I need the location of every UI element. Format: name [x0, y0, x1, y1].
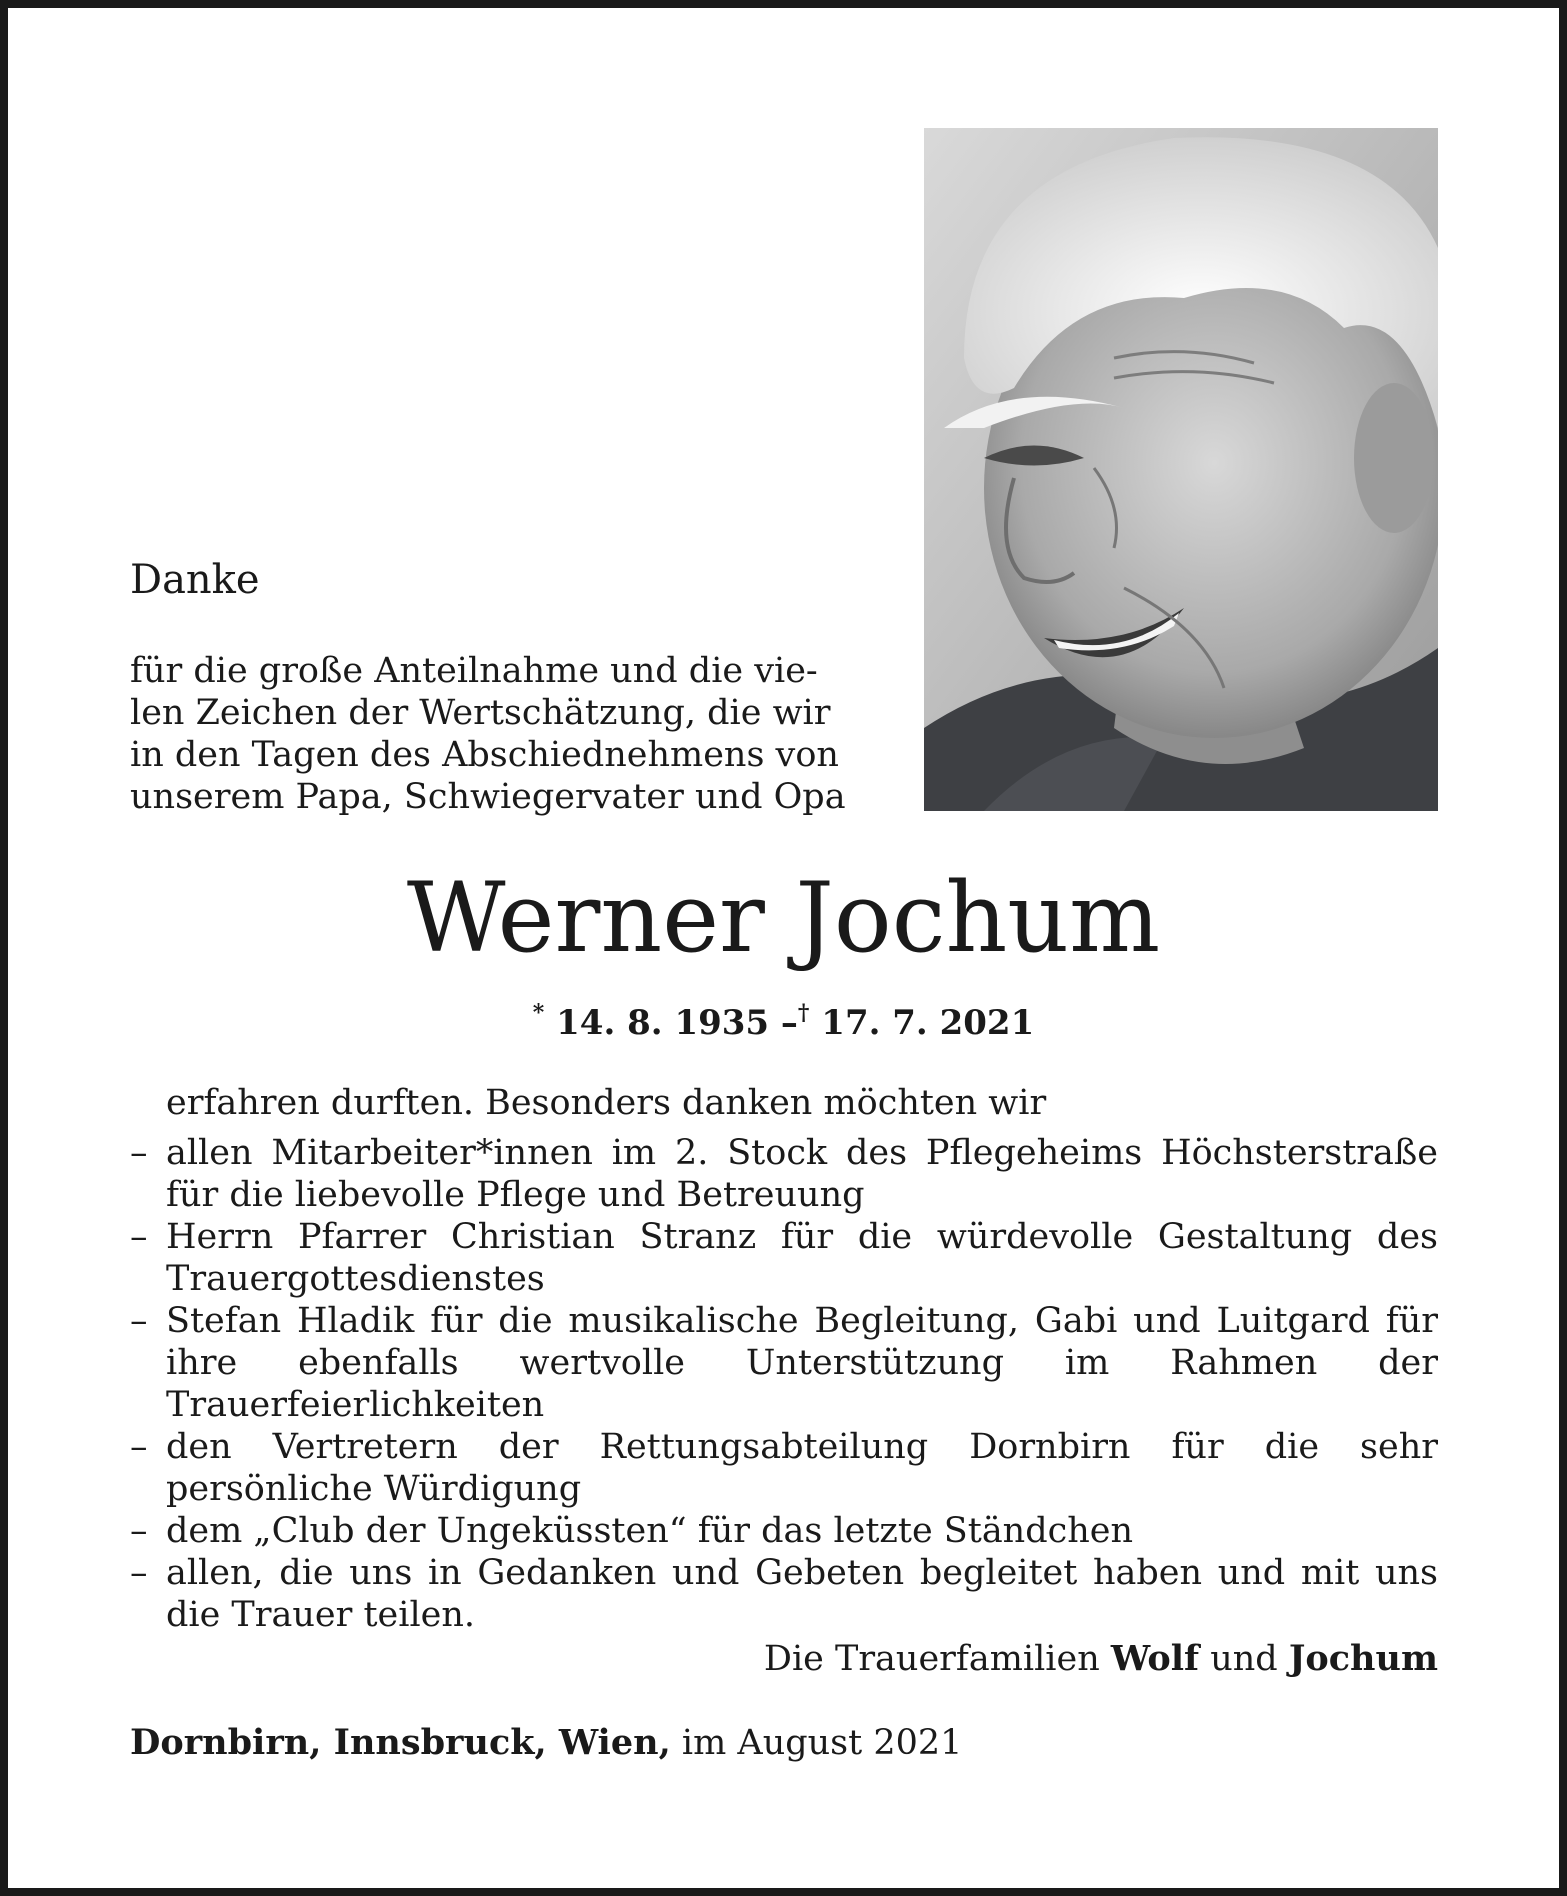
list-item: [130, 1300, 1438, 1426]
signature-conjunction: und: [1210, 1639, 1278, 1679]
list-item-text: dem „Club der Ungeküssten“ für das letzte Ständchen: [166, 1511, 1134, 1551]
list-item-text: Stefan Hladik für die musikalische Begleitung, Gabi und Luitgard für ihre ebenfalls wertvolle Unterstützung im Rahmen der Trauerfeierlichkeiten: [166, 1301, 1438, 1425]
dash-marker: –: [130, 1553, 148, 1593]
list-item-text: allen Mitarbeiter*innen im 2. Stock des Pflegeheims Höchsterstraße für die liebevolle Pflege und Betreuung: [166, 1133, 1438, 1215]
birth-symbol: *: [532, 1000, 545, 1026]
list-item: [130, 1552, 1438, 1636]
dash-marker: –: [130, 1427, 148, 1467]
intro-line: für die große Anteilnahme und die vie-: [130, 651, 818, 691]
life-dates: [0, 1000, 1567, 1043]
place-and-date: [130, 1722, 962, 1764]
intro-text: [130, 650, 846, 818]
death-symbol: †: [797, 1000, 810, 1026]
place-date: im August 2021: [681, 1723, 963, 1763]
heading-danke: Danke: [130, 557, 260, 603]
death-date: 17. 7. 2021: [821, 1003, 1035, 1043]
thanks-lead: erfahren durften. Besonders danken möchten wir: [166, 1083, 1047, 1123]
dash-marker: –: [130, 1133, 148, 1173]
dash-marker: –: [130, 1301, 148, 1341]
family-jochum: Jochum: [1288, 1638, 1438, 1679]
list-item: [130, 1510, 1438, 1552]
intro-line: len Zeichen der Wertschätzung, die wir: [130, 693, 831, 733]
signature: [764, 1638, 1438, 1680]
list-item-text: Herrn Pfarrer Christian Stranz für die würdevolle Gestaltung des Trauergottesdienstes: [166, 1217, 1438, 1299]
deceased-name: Werner Jochum: [406, 862, 1161, 974]
signature-prefix: Die Trauerfamilien: [763, 1639, 1100, 1679]
intro-line: in den Tagen des Abschiednehmens von: [130, 735, 839, 775]
intro-line: unserem Papa, Schwiegervater und Opa: [130, 777, 846, 817]
place-cities: Dornbirn, Innsbruck, Wien,: [130, 1722, 671, 1763]
thanks-list: [130, 1132, 1438, 1636]
list-item-text: allen, die uns in Gedanken und Gebeten begleitet haben und mit uns die Trauer teilen.: [166, 1553, 1438, 1635]
birth-date: 14. 8. 1935: [556, 1003, 770, 1043]
list-item: [130, 1426, 1438, 1510]
dash-marker: –: [130, 1511, 148, 1551]
family-wolf: Wolf: [1110, 1638, 1200, 1679]
date-separator: –: [780, 1003, 798, 1043]
list-item: [130, 1132, 1438, 1216]
list-item: [130, 1216, 1438, 1300]
list-item-text: den Vertretern der Rettungsabteilung Dornbirn für die sehr persönliche Würdigung: [166, 1427, 1438, 1509]
dash-marker: –: [130, 1217, 148, 1257]
portrait-photo: [924, 128, 1438, 811]
